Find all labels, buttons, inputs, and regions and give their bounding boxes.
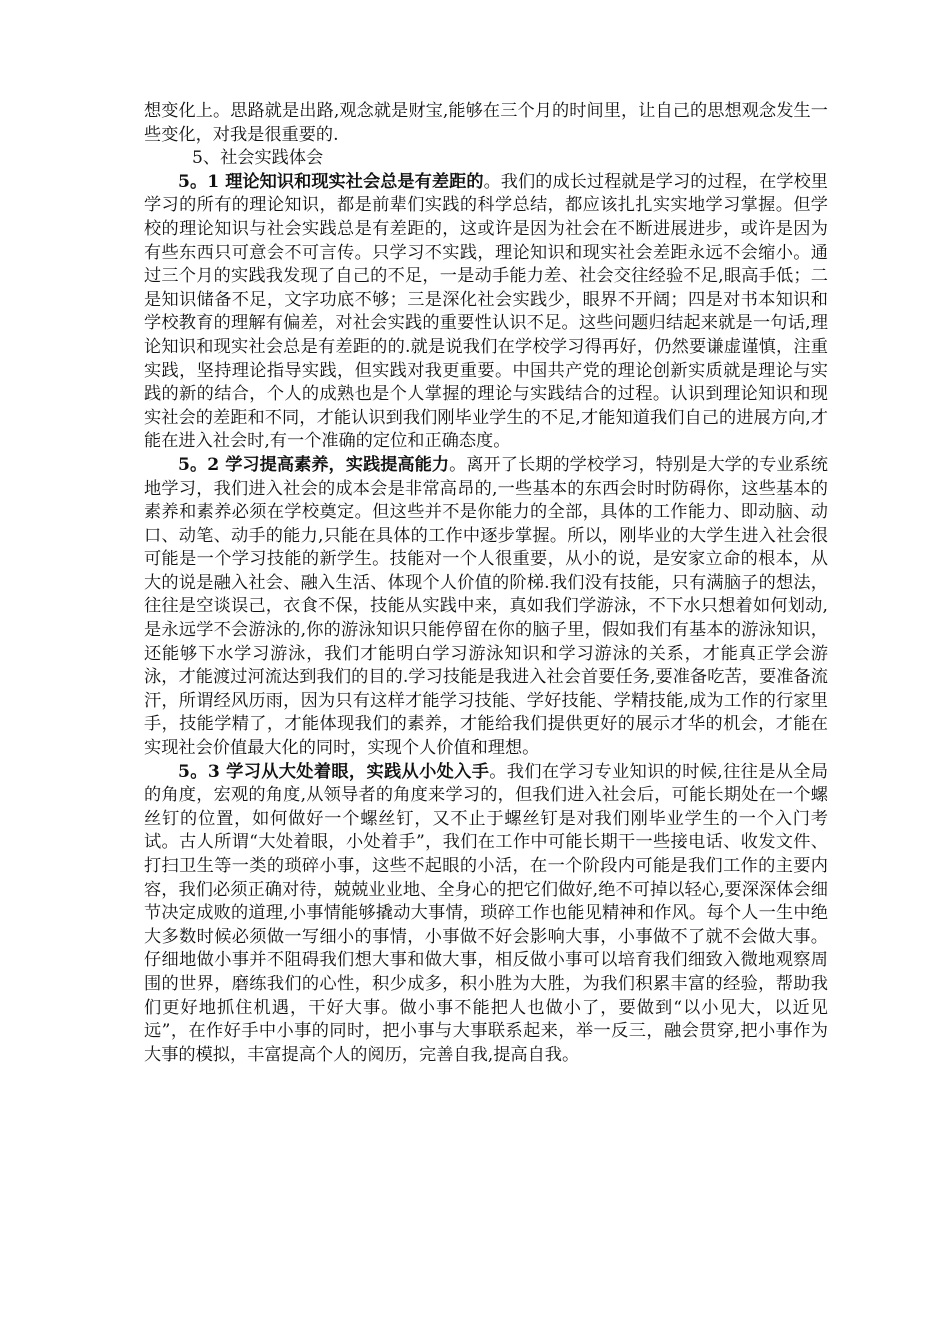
document-page (144, 100, 828, 1067)
paragraph-5-1-body: 。我们的成长过程就是学习的过程，在学校里学习的所有的理论知识，都是前辈们实践的科学总结，都应该扎扎实实地学习掌握。但学校的理论知识与社会实践总是有差距的，这或许是因为社会在不断进展进步，或许是因为有些东西只可意会不可言传。只学习不实践，理论知识和现实社会差距永远不会缩小。通过三个月的实践我发现了自己的不足，一是动手能力差、社会交往经验不足,眼高手低；二是知识储备不足，文字功底不够；三是深化社会实践少，眼界不开阔；四是对书本知识和学校教育的理解有偏差，对社会实践的重要性认识不足。这些问题归结起来就是一句话,理论知识和现实社会总是有差距的的.就是说我们在学校学习得再好，仍然要谦虚谨慎，注重实践，坚持理论指导实践，但实践对我更重要。中国共产党的理论创新实质就是理论与实践的新的结合，个人的成熟也是个人掌握的理论与实践结合的过程。认识到理论知识和现实社会的差距和不同，才能认识到我们刚毕业学生的不足,才能知道我们自己的进展方向,才能在进入社会时,有一个准确的定位和正确态度。 (144, 171, 828, 452)
paragraph-5-3-heading: 5。3 学习从大处着眼，实践从小处入手 (178, 761, 490, 782)
paragraph-5-3 (144, 761, 828, 1068)
paragraph-5-2-body: 。离开了长期的学校学习，特别是大学的专业系统地学习，我们进入社会的成本会是非常高昂的,一些基本的东西会时时防碍你，这些基本的素养和素养必须在学校奠定。但这些并不是你能力的全部，具体的工作能力、即动脑、动口、动笔、动手的能力,只能在具体的工作中逐步掌握。所以，刚毕业的大学生进入社会很可能是一个学习技能的新学生。技能对一个人很重要，从小的说，是安家立命的根本，从大的说是融入社会、融入生活、体现个人价值的阶梯.我们没有技能，只有满脑子的想法，往往是空谈误己，衣食不保，技能从实践中来，真如我们学游泳，不下水只想着如何划动,是永远学不会游泳的,你的游泳知识只能停留在你的脑子里，假如我们有基本的游泳知识，还能够下水学习游泳，我们才能明白学习游泳知识和学习游泳的关系，才能真正学会游泳，才能渡过河流达到我们的目的.学习技能是我进入社会首要任务,要准备吃苦，要准备流汗，所谓经风历雨，因为只有这样才能学习技能、学好技能、学精技能,成为工作的行家里手，技能学精了，才能体现我们的素养，才能给我们提供更好的展示才华的机会，才能在实现社会价值最大化的同时，实现个人价值和理想。 (144, 454, 828, 759)
section-heading: 5、社会实践体会 (192, 148, 324, 169)
intro-paragraph: 想变化上。思路就是出路,观念就是财宝,能够在三个月的时间里，让自己的思想观念发生一些变化，对我是很重要的. (144, 101, 828, 145)
paragraph-5-1 (144, 171, 828, 454)
paragraph-5-2-heading: 5。2 学习提高素养，实践提高能力 (178, 454, 450, 475)
paragraph-5-3-body: 。我们在学习专业知识的时候,往往是从全局的角度，宏观的角度,从领导者的角度来学习的，但我们进入社会后，可能长期处在一个螺丝钉的位置，如何做好一个螺丝钉，又不止于螺丝钉是对我们刚毕业学生的一个入门考试。古人所谓“大处着眼，小处着手”，我们在工作中可能长期干一些接电话、收发文件、打扫卫生等一类的琐碎小事，这些不起眼的小活，在一个阶段内可能是我们工作的主要内容，我们必须正确对待，兢兢业业地、全身心的把它们做好,绝不可掉以轻心,要深深体会细节决定成败的道理,小事情能够撬动大事情，琐碎工作也能见精神和作风。每个人一生中绝大多数时候必须做一写细小的事情，小事做不好会影响大事，小事做不了就不会做大事。仔细地做小事并不阻碍我们想大事和做大事，相反做小事可以培育我们细致入微地观察周围的世界，磨练我们的心性，积少成多，积小胜为大胜，为我们积累丰富的经验，帮助我们更好地抓住机遇，干好大事。做小事不能把人也做小了，要做到“以小见大，以近见远”，在作好手中小事的同时，把小事与大事联系起来，举一反三，融会贯穿,把小事作为大事的模拟，丰富提高个人的阅历，完善自我,提高自我。 (144, 761, 829, 1065)
paragraph-5-1-heading: 5。1 理论知识和现实社会总是有差距的 (178, 171, 484, 192)
paragraph-5-2 (144, 454, 828, 761)
